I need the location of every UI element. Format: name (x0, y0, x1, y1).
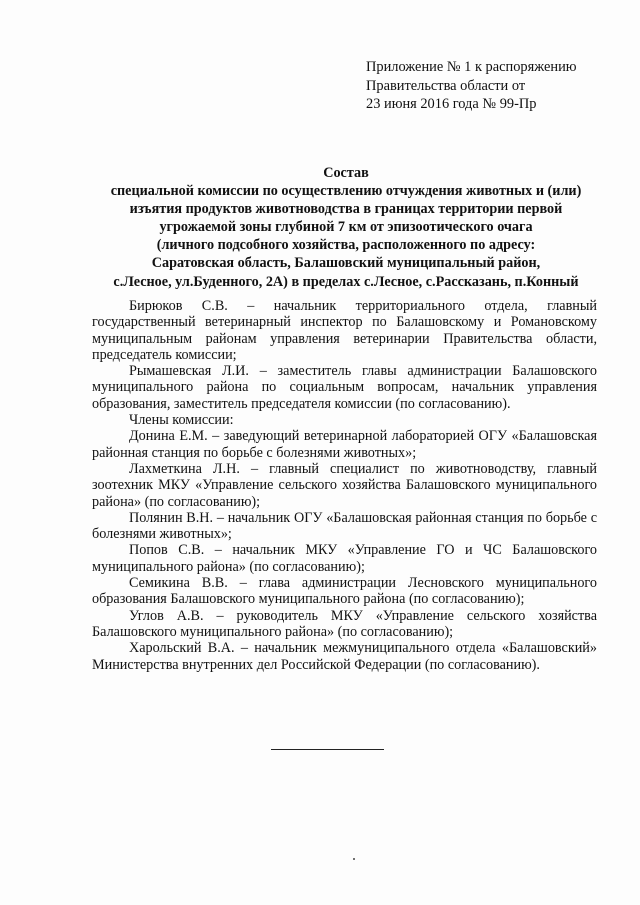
document-title (86, 164, 606, 291)
title-line: угрожаемой зоны глубиной 7 км от эпизоотического очага (159, 219, 533, 236)
commission-members (92, 298, 597, 673)
appendix-line: Приложение № 1 к распоряжению (366, 59, 577, 75)
member-entry: Лахметкина Л.Н. – главный специалист по животноводству, главный зоотехник МКУ «Управление сельского хозяйства Балашовского муниципального района» (по согласованию); (92, 460, 597, 510)
member-entry: Харольский В.А. – начальник межмуниципального отдела «Балашовский» Министерства внутренних дел Российской Федерации (по согласованию). (92, 640, 597, 673)
title-heading: Состав (323, 165, 369, 181)
appendix-header (366, 58, 616, 114)
member-entry: Углов А.В. – руководитель МКУ «Управление сельского хозяйства Балашовского муниципального района» (по согласованию); (92, 607, 597, 640)
member-entry: Полянин В.Н. – начальник ОГУ «Балашовская районная станция по борьбе с болезнями животных»; (92, 509, 597, 543)
appendix-line: Правительства области от (366, 77, 526, 94)
members-label: Члены комиссии: (129, 412, 234, 429)
title-line: с.Лесное, ул.Буденного, 2А) в пределах с.Лесное, с.Рассказань, п.Конный (113, 273, 579, 290)
member-entry: Попов С.В. – начальник МКУ «Управление ГО и ЧС Балашовского муниципального района» (по согласованию); (92, 542, 597, 575)
appendix-line: 23 июня 2016 года № 99-Пр (366, 96, 537, 112)
vice-chair-entry: Рымашевская Л.И. – заместитель главы администрации Балашовского муниципального района по социальным вопросам, начальник управления образования, заместитель председателя комиссии (по согласованию). (92, 363, 597, 412)
member-entry: Семикина В.В. – глава администрации Лесновского муниципального образования Балашовского муниципального района (по согласованию); (92, 575, 597, 608)
title-line: специальной комиссии по осуществлению отчуждения животных и (или) (110, 183, 582, 200)
title-line: изъятия продуктов животноводства в границах территории первой (129, 201, 563, 218)
chair-entry: Бирюков С.В. – начальник территориального отдела, главный государственный ветеринарный инспектор по Балашовскому и Романовскому муниципальным районам управления ветеринарии Правительства области, председатель комиссии; (92, 298, 597, 363)
scan-artifact (353, 858, 355, 860)
title-line: Саратовская область, Балашовский муниципальный район, (151, 255, 541, 272)
member-entry: Донина Е.М. – заведующий ветеринарной лабораторией ОГУ «Балашовская районная станция по борьбе с болезнями животных»; (92, 428, 597, 461)
closing-divider (271, 749, 384, 750)
title-line: (личного подсобного хозяйства, расположенного по адресу: (156, 237, 536, 254)
